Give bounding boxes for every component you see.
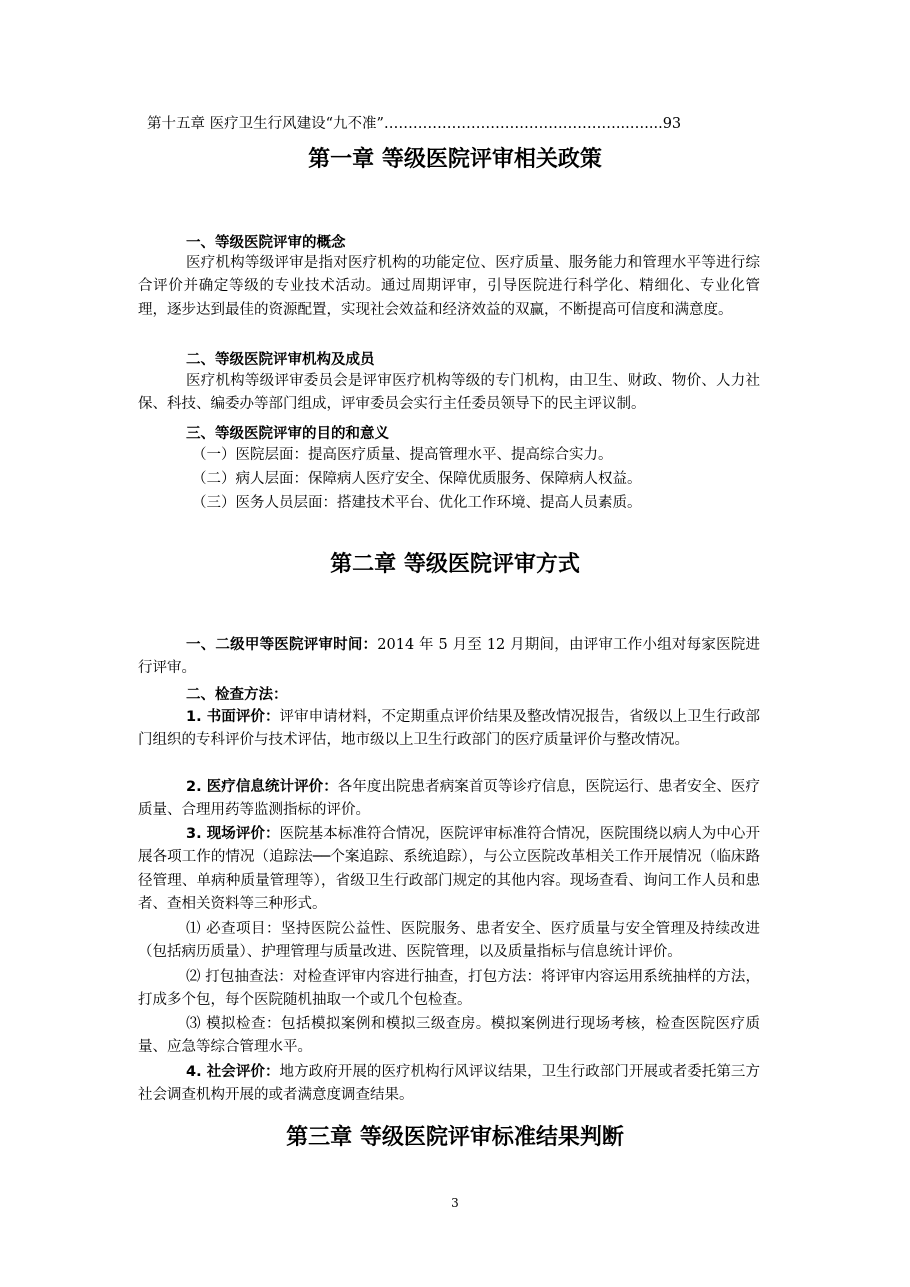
sub-item-1: ⑴ 必查项目：坚持医院公益性、医院服务、患者安全、医疗质量与安全管理及持续改进（包括病历质量）、护理管理与质量改进、医院管理，以及质量指标与信息统计评价。 [138, 921, 760, 961]
social-evaluation-paragraph [138, 1061, 760, 1108]
review-time-paragraph [138, 634, 760, 681]
method-1-paragraph [138, 706, 760, 753]
review-time-label: 一、二级甲等医院评审时间： [186, 637, 378, 653]
chapter-2-title: 第二章 等级医院评审方式 [330, 552, 580, 577]
section-1-heading: 一、等级医院评审的概念 [186, 235, 346, 251]
method-2-paragraph [138, 776, 760, 823]
social-evaluation-label: 4. 社会评价： [186, 1064, 280, 1080]
method-2-label: 2. 医疗信息统计评价： [186, 779, 338, 795]
section-2-heading: 二、等级医院评审机构及成员 [186, 352, 375, 368]
section-3-heading: 三、等级医院评审的目的和意义 [186, 426, 389, 442]
method-2-body: 各年度出院患者病案首页等诊疗信息，医院运行、患者安全、医疗质量、合理用药等监测指标的评价。 [138, 779, 760, 819]
social-evaluation-body: 地方政府开展的医疗机构行风评议结果，卫生行政部门开展或者委托第三方社会调查机构开展的或者满意度调查结果。 [138, 1064, 760, 1104]
section-1-body: 医疗机构等级评审是指对医疗机构的功能定位、医疗质量、服务能力和管理水平等进行综合评价并确定等级的专业技术活动。通过周期评审，引导医院进行科学化、精细化、专业化管理，逐步达到最佳的资源配置，实现社会效益和经济效益的双赢，不断提高可信度和满意度。 [138, 255, 760, 318]
method-1-body: 评审申请材料，不定期重点评价结果及整改情况报告，省级以上卫生行政部门组织的专科评价与技术评估，地市级以上卫生行政部门的医疗质量评价与整改情况。 [138, 709, 760, 749]
chapter-3-title: 第三章 等级医院评审标准结果判断 [286, 1125, 624, 1150]
method-3-label: 3. 现场评价： [186, 826, 280, 842]
toc-entry: 第十五章 医疗卫生行风建设“九不准”…………………………………………...…....93 [147, 116, 682, 132]
method-3-body: 医院基本标准符合情况，医院评审标准符合情况，医院围绕以病人为中心开展各项工作的情况（追踪法──个案追踪、系统追踪），与公立医院改革相关工作开展情况（临床路径管理、单病种质量管理等），省级卫生行政部门规定的其他内容。现场查看、询问工作人员和患者、查相关资料等三种形式。 [138, 826, 760, 912]
method-1-label: 1. 书面评价： [186, 709, 280, 725]
purpose-item-1: （一）医院层面：提高医疗质量、提高管理水平、提高综合实力。 [192, 447, 613, 463]
page-number: 3 [451, 1196, 459, 1210]
review-time-body: 2014 年 5 月至 12 月期间，由评审工作小组对每家医院进行评审。 [138, 637, 760, 677]
chapter-1-title: 第一章 等级医院评审相关政策 [308, 147, 602, 172]
sub-item-3: ⑶ 模拟检查：包括模拟案例和模拟三级查房。模拟案例进行现场考核，检查医院医疗质量、应急等综合管理水平。 [138, 1016, 760, 1056]
method-3-paragraph [138, 823, 760, 916]
purpose-item-3: （三）医务人员层面：搭建技术平台、优化工作环境、提高人员素质。 [192, 495, 642, 511]
sub-item-2: ⑵ 打包抽查法：对检查评审内容进行抽查，打包方法：将评审内容运用系统抽样的方法，打成多个包，每个医院随机抽取一个或几个包检查。 [138, 969, 760, 1009]
section-2-body: 医疗机构等级评审委员会是评审医疗机构等级的专门机构，由卫生、财政、物价、人力社保、科技、编委办等部门组成，评审委员会实行主任委员领导下的民主评议制。 [138, 373, 760, 413]
purpose-item-2: （二）病人层面：保障病人医疗安全、保障优质服务、保障病人权益。 [192, 471, 642, 487]
method-heading: 二、检查方法： [186, 687, 288, 703]
